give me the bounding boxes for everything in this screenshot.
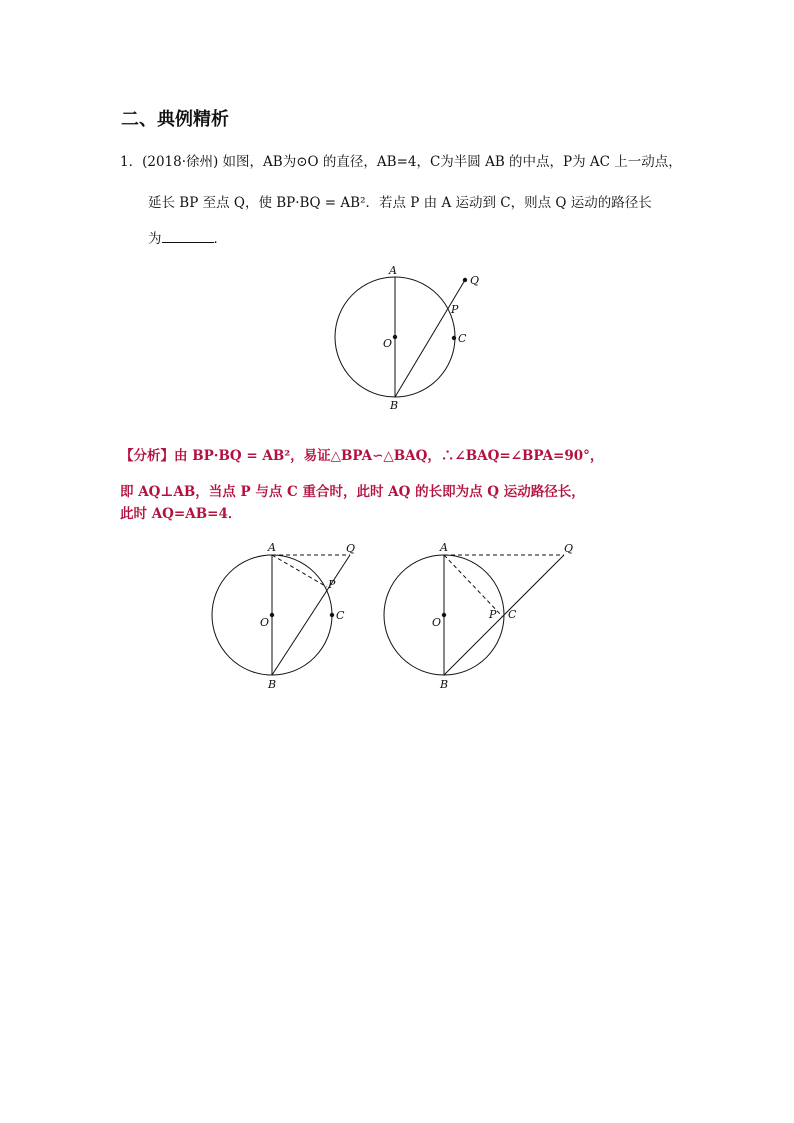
label-b: B <box>440 678 449 691</box>
point-o-dot <box>270 613 274 617</box>
label-o: O <box>260 616 270 629</box>
label-o: O <box>383 337 393 350</box>
label-c: C <box>336 609 345 622</box>
label-c: C <box>508 608 517 621</box>
analysis-line-3: 此时 AQ=AB=4． <box>120 506 242 522</box>
section-heading: 二、典例精析 <box>121 109 229 130</box>
label-a: A <box>268 541 276 554</box>
question-line-1: 1．(2018·徐州) 如图，AB为⊙O 的直径，AB=4，C为半圆 AB 的中点，P为 AC 上一动点， <box>120 154 682 170</box>
label-p: P <box>328 578 336 591</box>
point-c-dot <box>330 613 334 617</box>
label-q: Q <box>346 542 356 555</box>
label-b: B <box>390 399 399 412</box>
segment-ap-dashed <box>444 555 502 616</box>
question-line-3-suffix: ． <box>213 231 227 247</box>
label-o: O <box>432 616 442 629</box>
label-a: A <box>440 541 448 554</box>
segment-bq <box>444 555 564 675</box>
question-line-2: 延长 BP 至点 Q，使 BP·BQ = AB²．若点 P 由 A 运动到 C，则点 Q 运动的路径长 <box>148 195 652 211</box>
analysis-figure-left <box>205 538 375 693</box>
label-q: Q <box>470 274 480 287</box>
label-p: P <box>451 303 459 316</box>
point-q-dot <box>463 278 467 282</box>
question-line-3-prefix: 为 <box>148 231 162 247</box>
point-c-dot <box>452 336 456 340</box>
label-q: Q <box>564 542 574 555</box>
label-c: C <box>458 332 467 345</box>
problem-figure <box>325 262 495 414</box>
label-a: A <box>389 264 397 277</box>
question-line-3 <box>148 227 227 247</box>
analysis-line-2: 即 AQ⊥AB，当点 P 与点 C 重合时，此时 AQ 的长即为点 Q 运动路径长， <box>120 484 585 500</box>
segment-ap-dashed <box>272 555 327 587</box>
analysis-line-1: 【分析】由 BP·BQ = AB²，易证△BPA∽△BAQ，∴∠BAQ=∠BPA=90°， <box>120 448 604 464</box>
point-o-dot <box>393 335 397 339</box>
answer-blank <box>162 230 214 243</box>
point-o-dot <box>442 613 446 617</box>
label-b: B <box>268 678 277 691</box>
label-p: P <box>489 608 497 621</box>
analysis-figure-right <box>377 538 587 693</box>
